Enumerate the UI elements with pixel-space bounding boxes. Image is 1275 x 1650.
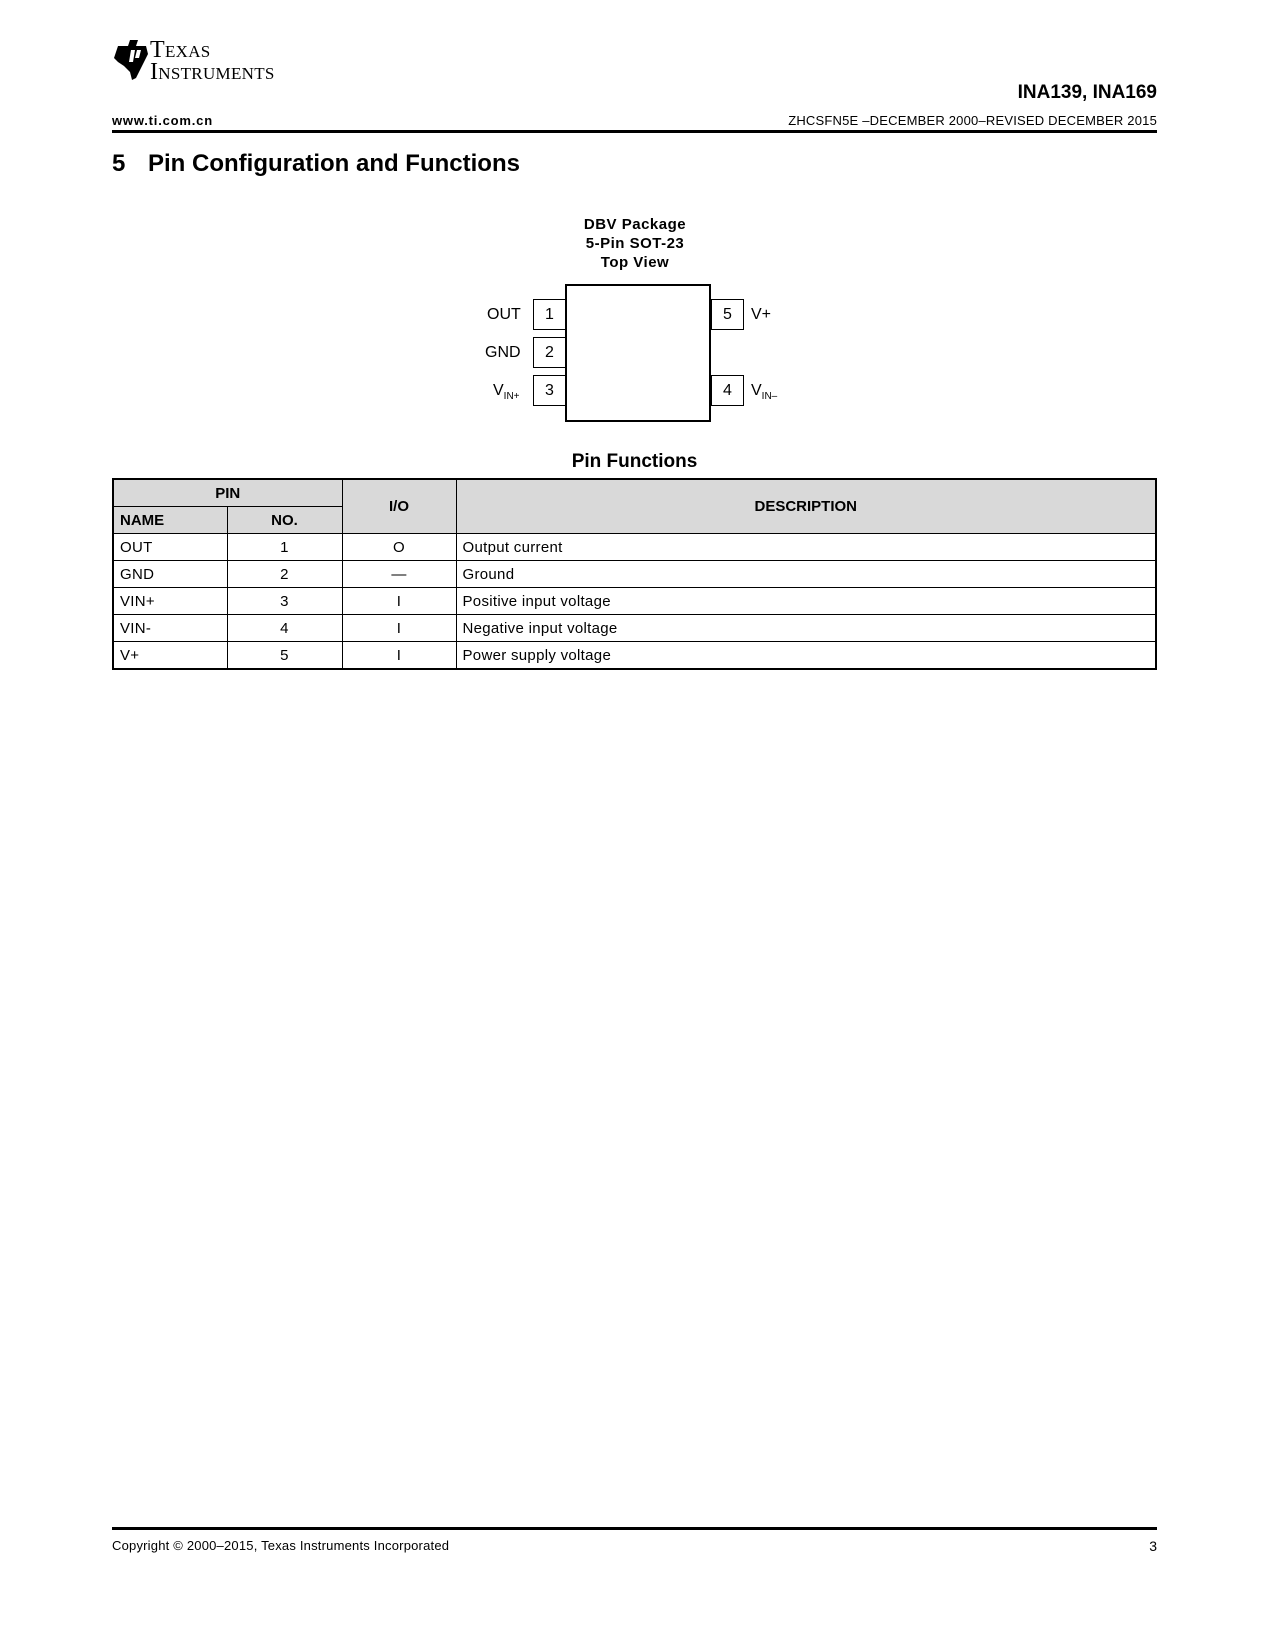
- col-header-no: NO.: [227, 507, 342, 534]
- pin-4-label: [751, 382, 777, 402]
- section-heading: [112, 150, 520, 178]
- website-link[interactable]: www.ti.com.cn: [112, 113, 213, 128]
- section-number: 5: [112, 150, 126, 177]
- header-divider: [112, 130, 1157, 133]
- col-header-pin: PIN: [113, 479, 342, 507]
- pin-3-label-sub: IN+: [503, 391, 520, 402]
- table-row: [113, 534, 1156, 561]
- pin-4-box: 4: [711, 375, 744, 406]
- table-header-row: [113, 479, 1156, 507]
- cell-io: O: [342, 534, 456, 561]
- col-header-name: NAME: [113, 507, 227, 534]
- pin-4-label-sub: IN–: [761, 391, 778, 402]
- pin-3-label: [493, 382, 520, 402]
- pin-2-label: [485, 344, 521, 362]
- document-title: INA139, INA169: [1017, 82, 1157, 103]
- col-header-description: DESCRIPTION: [456, 479, 1156, 534]
- pin-3-box: 3: [533, 375, 566, 406]
- cell-no: 5: [227, 642, 342, 670]
- pin-1-label-text: OUT: [487, 306, 521, 323]
- package-name: DBV Package: [583, 216, 687, 233]
- cell-description: Ground: [456, 561, 1156, 588]
- package-view: Top View: [600, 254, 670, 271]
- company-wordmark: [150, 38, 275, 84]
- cell-io: I: [342, 615, 456, 642]
- wordmark-line2: Instruments: [150, 59, 275, 85]
- cell-name: VIN+: [113, 588, 227, 615]
- table-title: Pin Functions: [571, 451, 698, 472]
- cell-no: 1: [227, 534, 342, 561]
- table-row: [113, 561, 1156, 588]
- pin-2-box: 2: [533, 337, 566, 368]
- cell-description: Negative input voltage: [456, 615, 1156, 642]
- cell-name: OUT: [113, 534, 227, 561]
- page-number: 3: [1149, 1538, 1157, 1554]
- pin-3-label-text: V: [493, 382, 504, 399]
- cell-name: GND: [113, 561, 227, 588]
- table-row: [113, 615, 1156, 642]
- section-title: Pin Configuration and Functions: [148, 150, 520, 177]
- cell-no: 4: [227, 615, 342, 642]
- col-header-io: I/O: [342, 479, 456, 534]
- cell-io: I: [342, 588, 456, 615]
- table-row: [113, 642, 1156, 670]
- package-type: 5-Pin SOT-23: [585, 235, 685, 252]
- wordmark-line1: Texas: [150, 37, 211, 63]
- cell-description: Power supply voltage: [456, 642, 1156, 670]
- copyright-notice: Copyright © 2000–2015, Texas Instruments Incorporated: [112, 1538, 450, 1553]
- cell-name: V+: [113, 642, 227, 670]
- cell-no: 3: [227, 588, 342, 615]
- cell-io: I: [342, 642, 456, 670]
- pin-functions-table: [112, 478, 1157, 670]
- pin-2-label-text: GND: [485, 344, 521, 361]
- pin-1-box: 1: [533, 299, 566, 330]
- package-caption: [535, 215, 735, 272]
- document-number: ZHCSFN5E –DECEMBER 2000–REVISED DECEMBER 2015: [788, 113, 1157, 128]
- pin-1-label: [487, 306, 521, 324]
- cell-io: —: [342, 561, 456, 588]
- ic-package-body: [565, 284, 711, 422]
- pin-5-label-text: V+: [751, 306, 772, 323]
- cell-name: VIN-: [113, 615, 227, 642]
- pin-5-box: 5: [711, 299, 744, 330]
- footer-divider: [112, 1527, 1157, 1530]
- pin-4-label-text: V: [751, 382, 762, 399]
- pin-5-label: [751, 306, 771, 324]
- table-row: [113, 588, 1156, 615]
- cell-description: Positive input voltage: [456, 588, 1156, 615]
- cell-description: Output current: [456, 534, 1156, 561]
- cell-no: 2: [227, 561, 342, 588]
